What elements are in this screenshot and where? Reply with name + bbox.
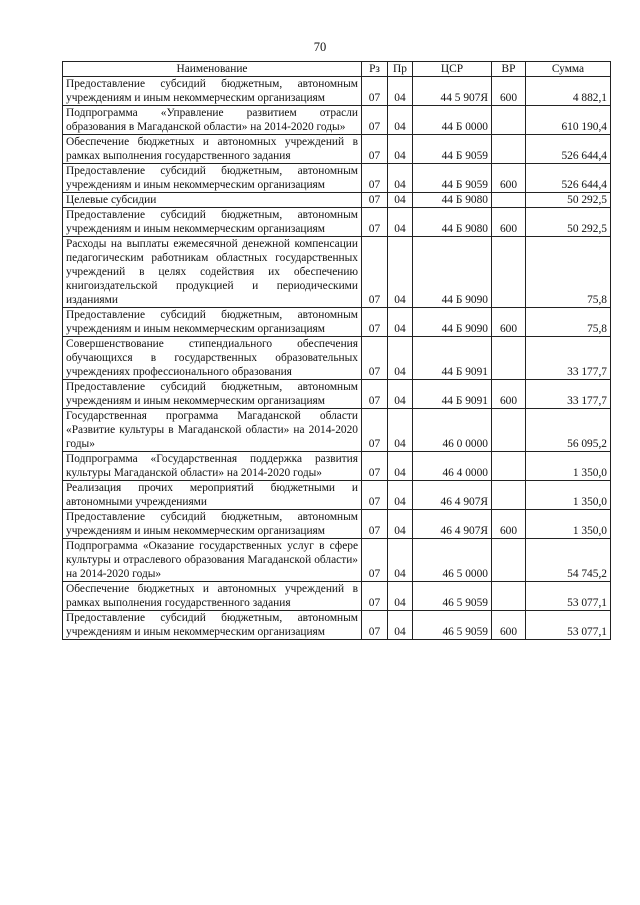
table-row (63, 77, 611, 106)
cell-name: Реализация прочих мероприятий бюджетными и автономными учреждениями (63, 481, 362, 510)
cell-pr: 04 (388, 380, 413, 409)
table-row (63, 539, 611, 582)
cell-csr: 44 Б 9080 (413, 193, 492, 208)
table-row (63, 337, 611, 380)
cell-rz: 07 (362, 135, 388, 164)
cell-rz: 07 (362, 77, 388, 106)
table-row (63, 208, 611, 237)
cell-vr (492, 452, 526, 481)
header-name: Наименование (63, 62, 362, 77)
cell-rz: 07 (362, 452, 388, 481)
cell-name: Предоставление субсидий бюджетным, автономным учреждениям и иным некоммерческим организациям (63, 510, 362, 539)
cell-sum: 1 350,0 (526, 452, 611, 481)
cell-rz: 07 (362, 208, 388, 237)
cell-rz: 07 (362, 193, 388, 208)
cell-csr: 46 5 9059 (413, 582, 492, 611)
table-row (63, 193, 611, 208)
cell-sum: 526 644,4 (526, 164, 611, 193)
table-header-row (63, 62, 611, 77)
cell-csr: 46 4 0000 (413, 452, 492, 481)
cell-vr: 600 (492, 77, 526, 106)
cell-pr: 04 (388, 135, 413, 164)
cell-rz: 07 (362, 237, 388, 308)
cell-pr: 04 (388, 510, 413, 539)
header-csr: ЦСР (413, 62, 492, 77)
cell-name: Обеспечение бюджетных и автономных учреждений в рамках выполнения государственного задания (63, 135, 362, 164)
cell-csr: 44 Б 0000 (413, 106, 492, 135)
cell-pr: 04 (388, 308, 413, 337)
cell-rz: 07 (362, 380, 388, 409)
cell-vr: 600 (492, 208, 526, 237)
table-row (63, 308, 611, 337)
cell-pr: 04 (388, 452, 413, 481)
cell-name: Предоставление субсидий бюджетным, автономным учреждениям и иным некоммерческим организациям (63, 208, 362, 237)
cell-name: Целевые субсидии (63, 193, 362, 208)
cell-name: Расходы на выплаты ежемесячной денежной компенсации педагогическим работникам областных государственных учреждений в целях содействия их обеспечению книгоиздательской продукцией и периодическими изданиями (63, 237, 362, 308)
cell-rz: 07 (362, 582, 388, 611)
cell-name: Предоставление субсидий бюджетным, автономным учреждениям и иным некоммерческим организациям (63, 77, 362, 106)
cell-rz: 07 (362, 308, 388, 337)
cell-sum: 50 292,5 (526, 208, 611, 237)
cell-pr: 04 (388, 337, 413, 380)
cell-sum: 54 745,2 (526, 539, 611, 582)
cell-name: Предоставление субсидий бюджетным, автономным учреждениям и иным некоммерческим организациям (63, 308, 362, 337)
cell-sum: 53 077,1 (526, 611, 611, 640)
cell-sum: 75,8 (526, 237, 611, 308)
cell-csr: 46 0 0000 (413, 409, 492, 452)
cell-name: Государственная программа Магаданской области «Развитие культуры в Магаданской области» на 2014-2020 годы» (63, 409, 362, 452)
cell-vr: 600 (492, 611, 526, 640)
cell-pr: 04 (388, 409, 413, 452)
cell-rz: 07 (362, 409, 388, 452)
cell-csr: 44 Б 9090 (413, 308, 492, 337)
cell-vr: 600 (492, 308, 526, 337)
table-row (63, 409, 611, 452)
cell-rz: 07 (362, 510, 388, 539)
cell-pr: 04 (388, 237, 413, 308)
cell-pr: 04 (388, 77, 413, 106)
cell-vr: 600 (492, 510, 526, 539)
cell-name: Предоставление субсидий бюджетным, автономным учреждениям и иным некоммерческим организациям (63, 611, 362, 640)
cell-pr: 04 (388, 582, 413, 611)
cell-sum: 526 644,4 (526, 135, 611, 164)
cell-vr (492, 337, 526, 380)
cell-vr (492, 193, 526, 208)
cell-vr (492, 582, 526, 611)
cell-csr: 44 Б 9091 (413, 380, 492, 409)
cell-pr: 04 (388, 106, 413, 135)
cell-pr: 04 (388, 611, 413, 640)
header-rz: Рз (362, 62, 388, 77)
cell-name: Предоставление субсидий бюджетным, автономным учреждениям и иным некоммерческим организациям (63, 380, 362, 409)
cell-csr: 46 4 907Я (413, 510, 492, 539)
cell-vr (492, 481, 526, 510)
cell-sum: 56 095,2 (526, 409, 611, 452)
table-row (63, 380, 611, 409)
cell-name: Подпрограмма «Управление развитием отрасли образования в Магаданской области» на 2014-2020 годы» (63, 106, 362, 135)
cell-name: Предоставление субсидий бюджетным, автономным учреждениям и иным некоммерческим организациям (63, 164, 362, 193)
cell-rz: 07 (362, 337, 388, 380)
cell-vr (492, 135, 526, 164)
cell-csr: 46 4 907Я (413, 481, 492, 510)
cell-vr (492, 106, 526, 135)
cell-csr: 46 5 0000 (413, 539, 492, 582)
cell-rz: 07 (362, 164, 388, 193)
cell-csr: 44 Б 9091 (413, 337, 492, 380)
table-row (63, 611, 611, 640)
cell-vr: 600 (492, 164, 526, 193)
cell-csr: 44 Б 9090 (413, 237, 492, 308)
cell-rz: 07 (362, 106, 388, 135)
cell-sum: 610 190,4 (526, 106, 611, 135)
cell-rz: 07 (362, 481, 388, 510)
cell-sum: 1 350,0 (526, 510, 611, 539)
cell-sum: 33 177,7 (526, 380, 611, 409)
cell-sum: 4 882,1 (526, 77, 611, 106)
table-row (63, 164, 611, 193)
header-pr: Пр (388, 62, 413, 77)
cell-vr (492, 539, 526, 582)
table-row (63, 106, 611, 135)
header-sum: Сумма (526, 62, 611, 77)
cell-sum: 53 077,1 (526, 582, 611, 611)
budget-table (62, 61, 611, 640)
cell-pr: 04 (388, 481, 413, 510)
cell-rz: 07 (362, 611, 388, 640)
cell-csr: 46 5 9059 (413, 611, 492, 640)
cell-csr: 44 Б 9059 (413, 164, 492, 193)
cell-name: Совершенствование стипендиального обеспечения обучающихся в государственных образовательных учреждениях профессионального образования (63, 337, 362, 380)
cell-vr (492, 237, 526, 308)
cell-name: Подпрограмма «Государственная поддержка развития культуры Магаданской области» на 2014-2020 годы» (63, 452, 362, 481)
cell-pr: 04 (388, 193, 413, 208)
cell-sum: 33 177,7 (526, 337, 611, 380)
cell-name: Подпрограмма «Оказание государственных услуг в сфере культуры и отраслевого образования Магаданской области» на 2014-2020 годы» (63, 539, 362, 582)
cell-name: Обеспечение бюджетных и автономных учреждений в рамках выполнения государственного задания (63, 582, 362, 611)
cell-vr: 600 (492, 380, 526, 409)
page-number: 70 (313, 40, 327, 54)
cell-rz: 07 (362, 539, 388, 582)
table-row (63, 135, 611, 164)
table-row (63, 452, 611, 481)
cell-sum: 1 350,0 (526, 481, 611, 510)
cell-vr (492, 409, 526, 452)
cell-pr: 04 (388, 164, 413, 193)
cell-sum: 50 292,5 (526, 193, 611, 208)
cell-csr: 44 Б 9080 (413, 208, 492, 237)
table-row (63, 237, 611, 308)
header-vr: ВР (492, 62, 526, 77)
table-row (63, 582, 611, 611)
cell-csr: 44 5 907Я (413, 77, 492, 106)
cell-sum: 75,8 (526, 308, 611, 337)
cell-csr: 44 Б 9059 (413, 135, 492, 164)
cell-pr: 04 (388, 539, 413, 582)
table-row (63, 510, 611, 539)
table-row (63, 481, 611, 510)
cell-pr: 04 (388, 208, 413, 237)
